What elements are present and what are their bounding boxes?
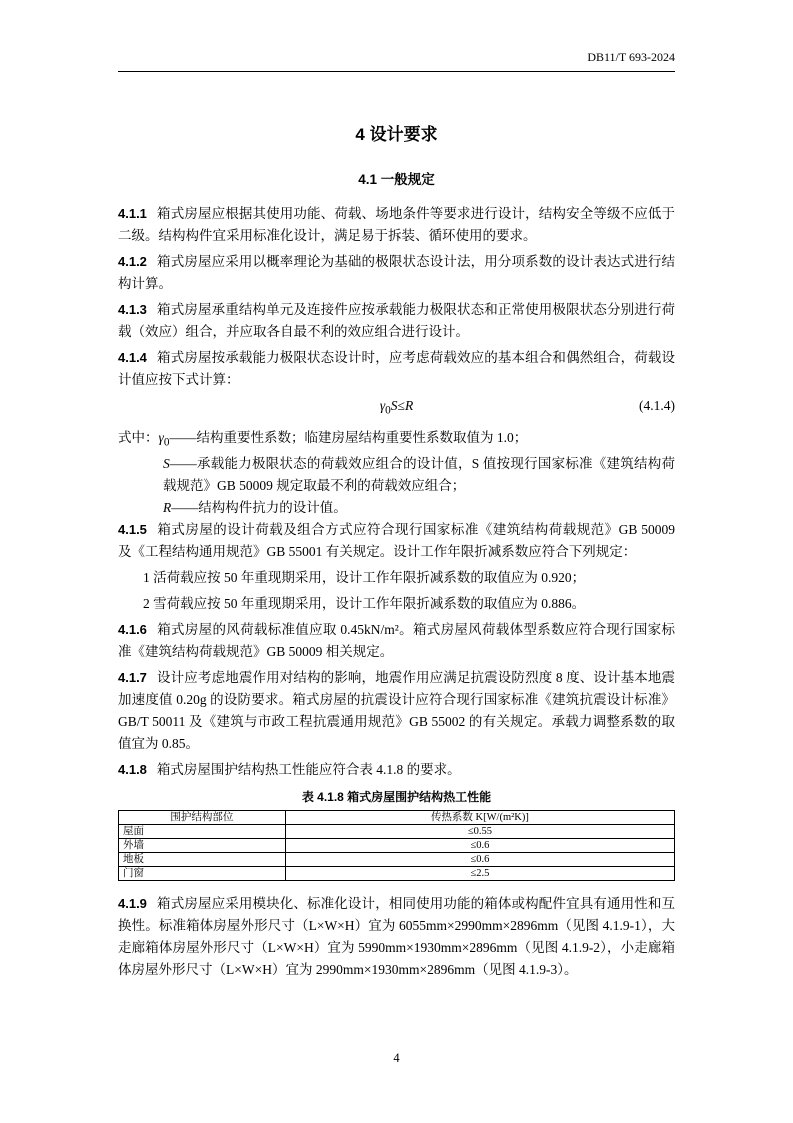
clause-number: 4.1.2: [118, 254, 147, 269]
thermal-table: [118, 810, 675, 881]
clause-number: 4.1.9: [118, 896, 147, 912]
r-symbol: R: [404, 398, 414, 413]
gamma-symbol: γ: [379, 398, 386, 413]
clause-number: 4.1.5: [118, 522, 147, 538]
clause-4-1-3: [118, 299, 675, 343]
clause-text: 箱式房屋应采用模块化、标准化设计，相同使用功能的箱体或构配件宜具有通用性和互换性。标准箱体房屋外形尺寸（L×W×H）宜为 6055mm×2990mm×2896mm（见图 4.1.9-1），大走廊箱体房屋外形尺寸（L×W×H）宜为 5990mm×1930mm×2896mm（见图 4.1.9-2），小走廊箱体房屋外形尺寸（L×W×H）宜为 2990mm×1930mm×2896mm（见图 4.1.9-3）。: [118, 896, 675, 978]
clause-4-1-6: [118, 619, 675, 663]
clause-text: 箱式房屋应根据其使用功能、荷载、场地条件等要求进行设计，结构安全等级不应低于二级。结构构件宜采用标准化设计，满足易于拆装、循环使用的要求。: [118, 206, 675, 243]
definition-text: ——承载能力极限状态的荷载效应组合的设计值，S 值按现行国家标准《建筑结构荷载规范》GB 50009 规定取最不利的荷载效应组合；: [163, 456, 675, 494]
table-row-roof: [119, 825, 675, 839]
value-cell: ≤0.6: [285, 853, 674, 867]
chapter-title: 4 设计要求: [355, 125, 438, 144]
clause-number: 4.1.8: [118, 762, 147, 778]
where-intro: 式中：: [118, 429, 159, 445]
clause-text: 箱式房屋的设计荷载及组合方式应符合现行国家标准《建筑结构荷载规范》GB 50009 及《工程结构通用规范》GB 55001 有关规定。设计工作年限折减系数应符合下列规定：: [118, 522, 675, 560]
clause-text: 箱式房屋承重结构单元及连接件应按承载能力极限状态和正常使用极限状态分别进行荷载（效应）组合，并应取各自最不利的效应组合进行设计。: [118, 302, 675, 339]
value-cell: ≤0.6: [285, 839, 674, 853]
clause-number: 4.1.4: [118, 350, 147, 365]
clause-4-1-4: [118, 347, 675, 391]
clause-4-1-2: [118, 251, 675, 295]
s-symbol: S: [163, 456, 170, 472]
clause-text: 设计应考虑地震作用对结构的影响，地震作用应满足抗震设防烈度 8 度、设计基本地震加速度值 0.20g 的设防要求。箱式房屋的抗震设计应符合现行国家标准《建筑抗震设计标准》GB/T 50011 及《建筑与市政工程抗震通用规范》GB 55002 的有关规定。承载力调整系数的取值宜为 0.85。: [118, 670, 675, 752]
page-number: 4: [393, 1051, 400, 1065]
table-row-doors-windows: [119, 867, 675, 881]
gamma-subscript: 0: [385, 404, 391, 417]
leq-symbol: ≤: [397, 398, 405, 413]
doc-number: DB11/T 693-2024: [587, 50, 675, 64]
column-header-part: 围护结构部位: [119, 811, 286, 825]
page-header: [118, 50, 675, 72]
part-cell: 地板: [119, 853, 286, 867]
r-symbol: R: [163, 500, 172, 516]
clause-4-1-5: [118, 519, 675, 563]
definition-s: [118, 453, 675, 497]
clause-text: 箱式房屋的风荷载标准值应取 0.45kN/m²。箱式房屋风荷载体型系数应符合现行国家标准《建筑结构荷载规范》GB 50009 相关规定。: [118, 622, 675, 660]
clause-4-1-1: [118, 203, 675, 247]
definition-text: ——结构重要性系数；临建房屋结构重要性系数取值为 1.0；: [169, 429, 528, 445]
definition-text: ——结构构件抗力的设计值。: [171, 500, 347, 516]
formula-expression: [379, 398, 414, 417]
part-cell: 外墙: [119, 839, 286, 853]
clause-number: 4.1.6: [118, 622, 147, 638]
definition-gamma: [118, 427, 675, 454]
header-rule: [118, 71, 675, 72]
table-row-floor: [119, 853, 675, 867]
definition-r: [118, 497, 675, 519]
gamma-subscript: 0: [163, 436, 170, 449]
clause-4-1-9: [118, 893, 675, 981]
s-symbol: S: [390, 398, 398, 413]
clause-number: 4.1.3: [118, 302, 147, 317]
clause-number: 4.1.7: [118, 670, 147, 686]
table-header-row: [119, 811, 675, 825]
table-row-exterior-wall: [119, 839, 675, 853]
part-cell: 门窗: [119, 867, 286, 881]
clause-text: 箱式房屋按承载能力极限状态设计时，应考虑荷载效应的基本组合和偶然组合，荷载设计值应按下式计算：: [118, 350, 675, 387]
clause-text: 箱式房屋围护结构热工性能应符合表 4.1.8 的要求。: [156, 762, 461, 778]
gamma-symbol: γ: [158, 429, 164, 445]
value-cell: ≤2.5: [285, 867, 674, 881]
section-heading: 4.1 一般规定: [358, 172, 435, 187]
clause-4-1-5-item-1: 1 活荷载应按 50 年重现期采用，设计工作年限折减系数的取值应为 0.920；: [143, 570, 586, 586]
clause-number: 4.1.1: [118, 206, 147, 221]
formula-number: (4.1.4): [639, 398, 675, 413]
clause-4-1-5-item-2: 2 雪荷载应按 50 年重现期采用，设计工作年限折减系数的取值应为 0.886。: [143, 596, 586, 612]
table-caption: 表 4.1.8 箱式房屋围护结构热工性能: [301, 790, 492, 805]
formula-definitions: [118, 427, 675, 520]
value-cell: ≤0.55: [285, 825, 674, 839]
formula-row: [118, 395, 675, 422]
column-header-coefficient: 传热系数 K[W/(m²K)]: [285, 811, 674, 825]
clause-4-1-8: [118, 759, 675, 781]
clause-text: 箱式房屋应采用以概率理论为基础的极限状态设计法，用分项系数的设计表达式进行结构计算。: [118, 254, 675, 291]
clause-4-1-7: [118, 667, 675, 755]
part-cell: 屋面: [119, 825, 286, 839]
